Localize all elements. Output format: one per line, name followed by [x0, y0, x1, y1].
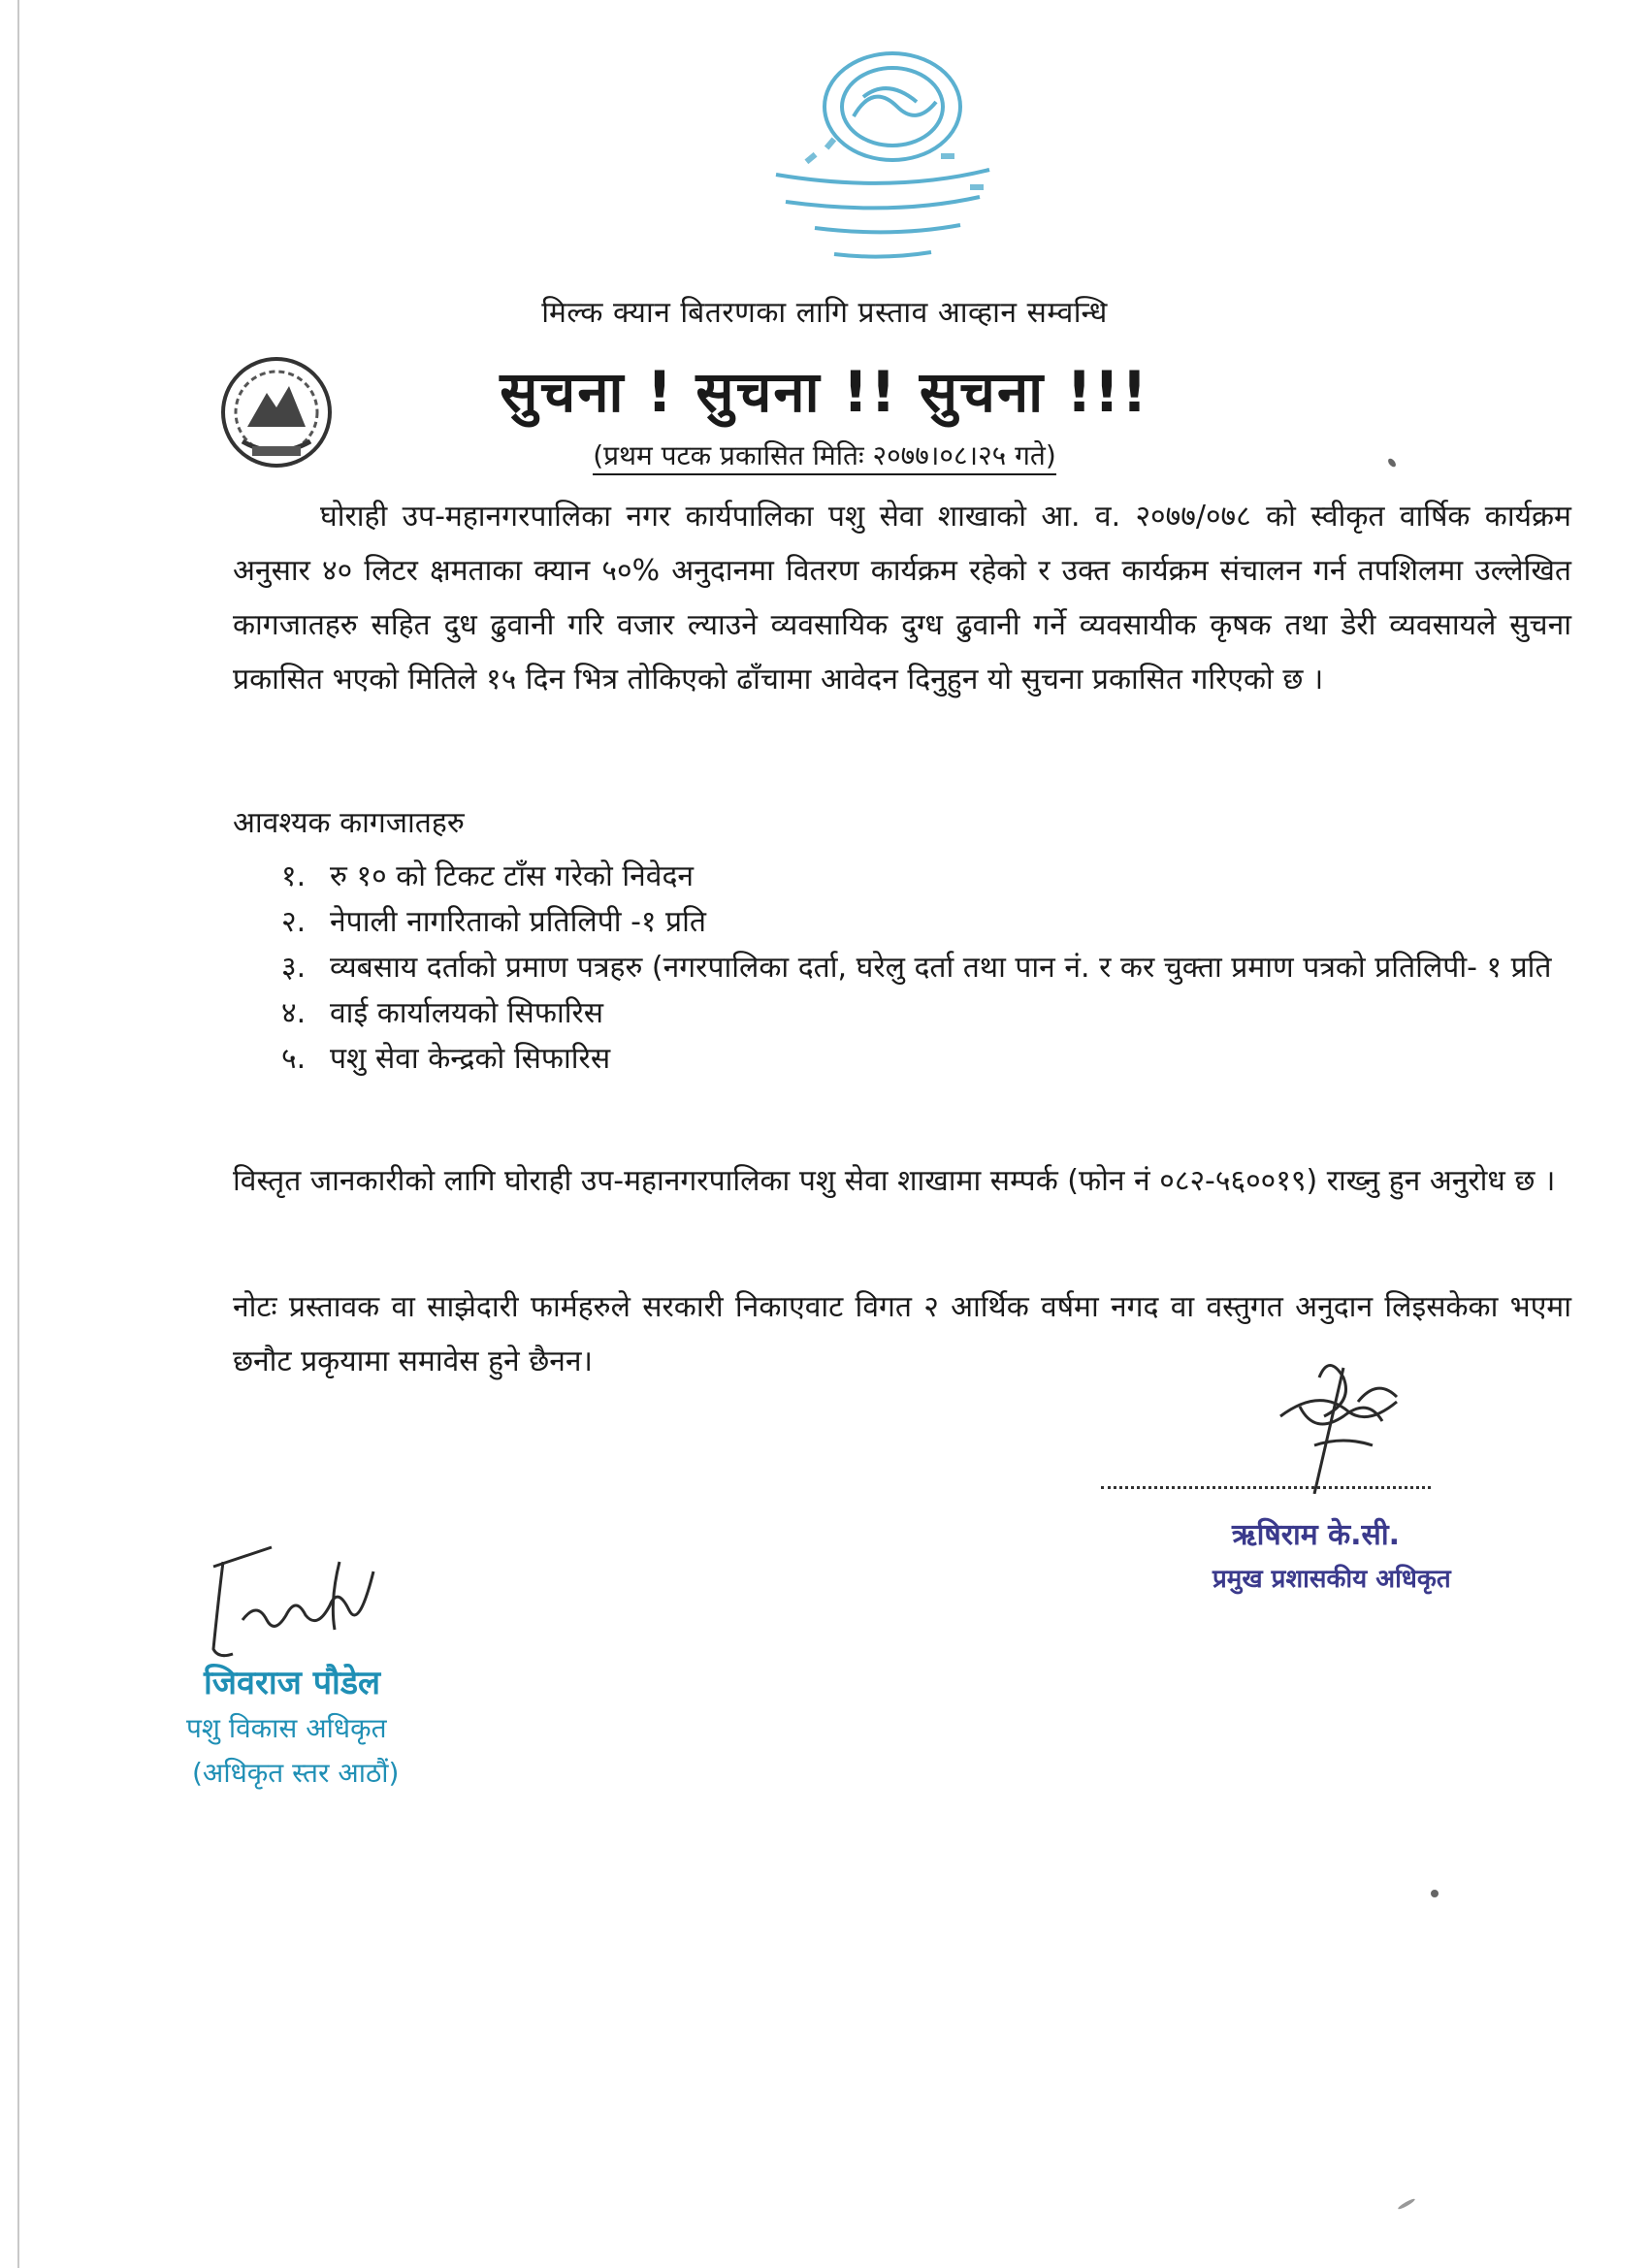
intro-paragraph: घोराही उप-महानगरपालिका नगर कार्यपालिका पशु सेवा शाखाको आ. व. २०७७/०७८ को स्वीकृत वार्षिक कार्यक्रम अनुसार ४० लिटर क्षमताका क्यान ५०% अनुदानमा वितरण कार्यक्रम रहेको र उक्त कार्यक्रम संचालन गर्न तपशिलमा उल्लेखित कागजातहरु सहित दुध ढुवानी गरि वजार ल्याउने व्यवसायिक दुग्ध ढुवानी गर्ने व्यवसायीक कृषक तथा डेरी व्यवसायले सुचना प्रकासित भएको मितिले १५ दिन भित्र तोकिएको ढाँचामा आवेदन दिनुहुन यो सुचना प्रकासित गरिएको छ । — [233, 500, 1571, 697]
list-item-number: ५. — [281, 1042, 307, 1076]
contact-paragraph: विस्तृत जानकारीको लागि घोराही उप-महानगरपालिका पशु सेवा शाखामा सम्पर्क (फोन नं ०८२-५६००१९) राख्नु हुन अनुरोध छ । — [233, 1164, 1556, 1198]
notice-heading: सुचना ! सुचना !! सुचना !!! — [500, 359, 1149, 425]
notice-subject: मिल्क क्यान बितरणका लागि प्रस्ताव आव्हान सम्वन्धि — [541, 296, 1108, 330]
list-item — [281, 945, 1571, 990]
list-item — [281, 854, 1571, 899]
list-item-number: ४. — [281, 996, 307, 1030]
signature-line — [1101, 1486, 1431, 1489]
requirements-label: आवश्यक कागजातहरु — [233, 806, 465, 840]
list-item-text: वाई कार्यालयको सिफारिस — [330, 996, 604, 1030]
signature-block-left — [175, 1542, 485, 1814]
handwritten-signature-right — [1261, 1348, 1416, 1494]
signature-block-right — [1086, 1348, 1455, 1594]
list-item — [281, 990, 1571, 1036]
municipality-stamp — [747, 39, 1018, 281]
published-date — [0, 437, 1649, 473]
list-item-text: पशु सेवा केन्द्रको सिफारिस — [330, 1042, 611, 1076]
list-item-text: नेपाली नागरिताको प्रतिलिपी -१ प्रति — [330, 905, 706, 939]
note-paragraph: नोटः प्रस्तावक वा साझेदारी फार्महरुले सरकारी निकाएवाट विगत २ आर्थिक वर्षमा नगद वा वस्तुगत अनुदान लिइसकेका भएमा छनौट प्रकृयामा समावेस हुने छैनन। — [233, 1290, 1571, 1378]
requirements-list — [281, 854, 1571, 1082]
list-item-text: रु १० को टिकट टाँस गरेको निवेदन — [330, 859, 695, 893]
list-item — [281, 899, 1571, 945]
signatory-left-name: जिवराज पौडेल — [204, 1664, 381, 1702]
list-item-number: २. — [281, 905, 307, 939]
list-item — [281, 1036, 1571, 1082]
list-item-number: ३. — [281, 951, 307, 985]
scan-speck — [1431, 1890, 1439, 1897]
published-date-text: (प्रथम पटक प्रकासित मितिः २०७७।०८।२५ गते) — [593, 439, 1056, 475]
signatory-left-title: पशु विकास अधिकृत — [186, 1712, 387, 1744]
scan-speck — [1397, 2197, 1415, 2210]
signatory-right-title: प्रमुख प्रशासकीय अधिकृत — [1212, 1565, 1451, 1594]
list-item-text: व्यबसाय दर्ताको प्रमाण पत्रहरु (नगरपालिका दर्ता, घरेलु दर्ता तथा पान नं. र कर चुक्ता प्रमाण पत्रको प्रतिलिपी- १ प्रति — [330, 951, 1552, 985]
list-item-number: १. — [281, 859, 307, 893]
signatory-right-name: ऋषिराम के.सी. — [1232, 1518, 1401, 1552]
handwritten-signature-left — [194, 1542, 398, 1669]
page-edge — [17, 0, 19, 2268]
signatory-left-grade: (अधिकृत स्तर आठौं) — [192, 1757, 400, 1789]
